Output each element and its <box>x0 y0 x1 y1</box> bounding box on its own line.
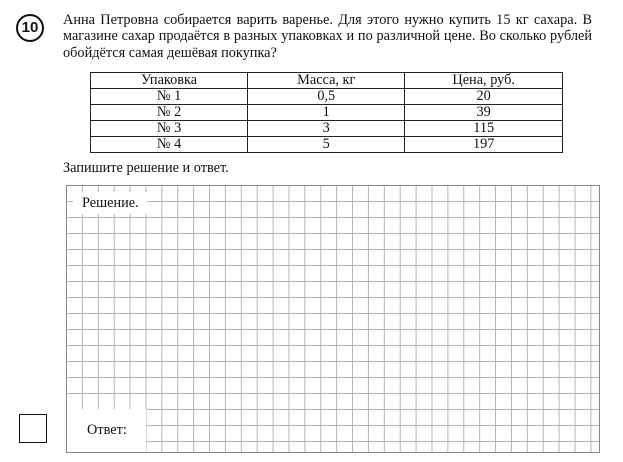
mass-cell: 3 <box>248 121 405 137</box>
price-cell: 115 <box>405 121 563 137</box>
solution-label: Решение. <box>73 192 147 214</box>
task-number-badge: 10 <box>16 14 44 42</box>
column-header-mass: Масса, кг <box>248 73 405 89</box>
mass-cell: 1 <box>248 105 405 121</box>
table-row <box>91 121 563 137</box>
sugar-price-table <box>90 72 563 153</box>
answer-label: Ответ: <box>67 409 146 452</box>
package-cell: № 3 <box>91 121 248 137</box>
score-box[interactable] <box>19 414 47 443</box>
table-row <box>91 137 563 153</box>
price-cell: 197 <box>405 137 563 153</box>
column-header-price: Цена, руб. <box>405 73 563 89</box>
mass-cell: 5 <box>248 137 405 153</box>
package-cell: № 1 <box>91 89 248 105</box>
price-cell: 39 <box>405 105 563 121</box>
task-statement: Анна Петровна собирается варить варенье. Для этого нужно купить 15 кг сахара. В магазине сахар продаётся в разных упаковках и по различной цене. Во сколько рублей обойдётся самая дешёвая покупка? <box>63 12 592 61</box>
package-cell: № 4 <box>91 137 248 153</box>
mass-cell: 0,5 <box>248 89 405 105</box>
price-cell: 20 <box>405 89 563 105</box>
table-header-row <box>91 73 563 89</box>
instruction-text: Запишите решение и ответ. <box>63 160 229 176</box>
table-row <box>91 89 563 105</box>
column-header-package: Упаковка <box>91 73 248 89</box>
solution-grid-area[interactable] <box>66 185 600 453</box>
table-row <box>91 105 563 121</box>
package-cell: № 2 <box>91 105 248 121</box>
